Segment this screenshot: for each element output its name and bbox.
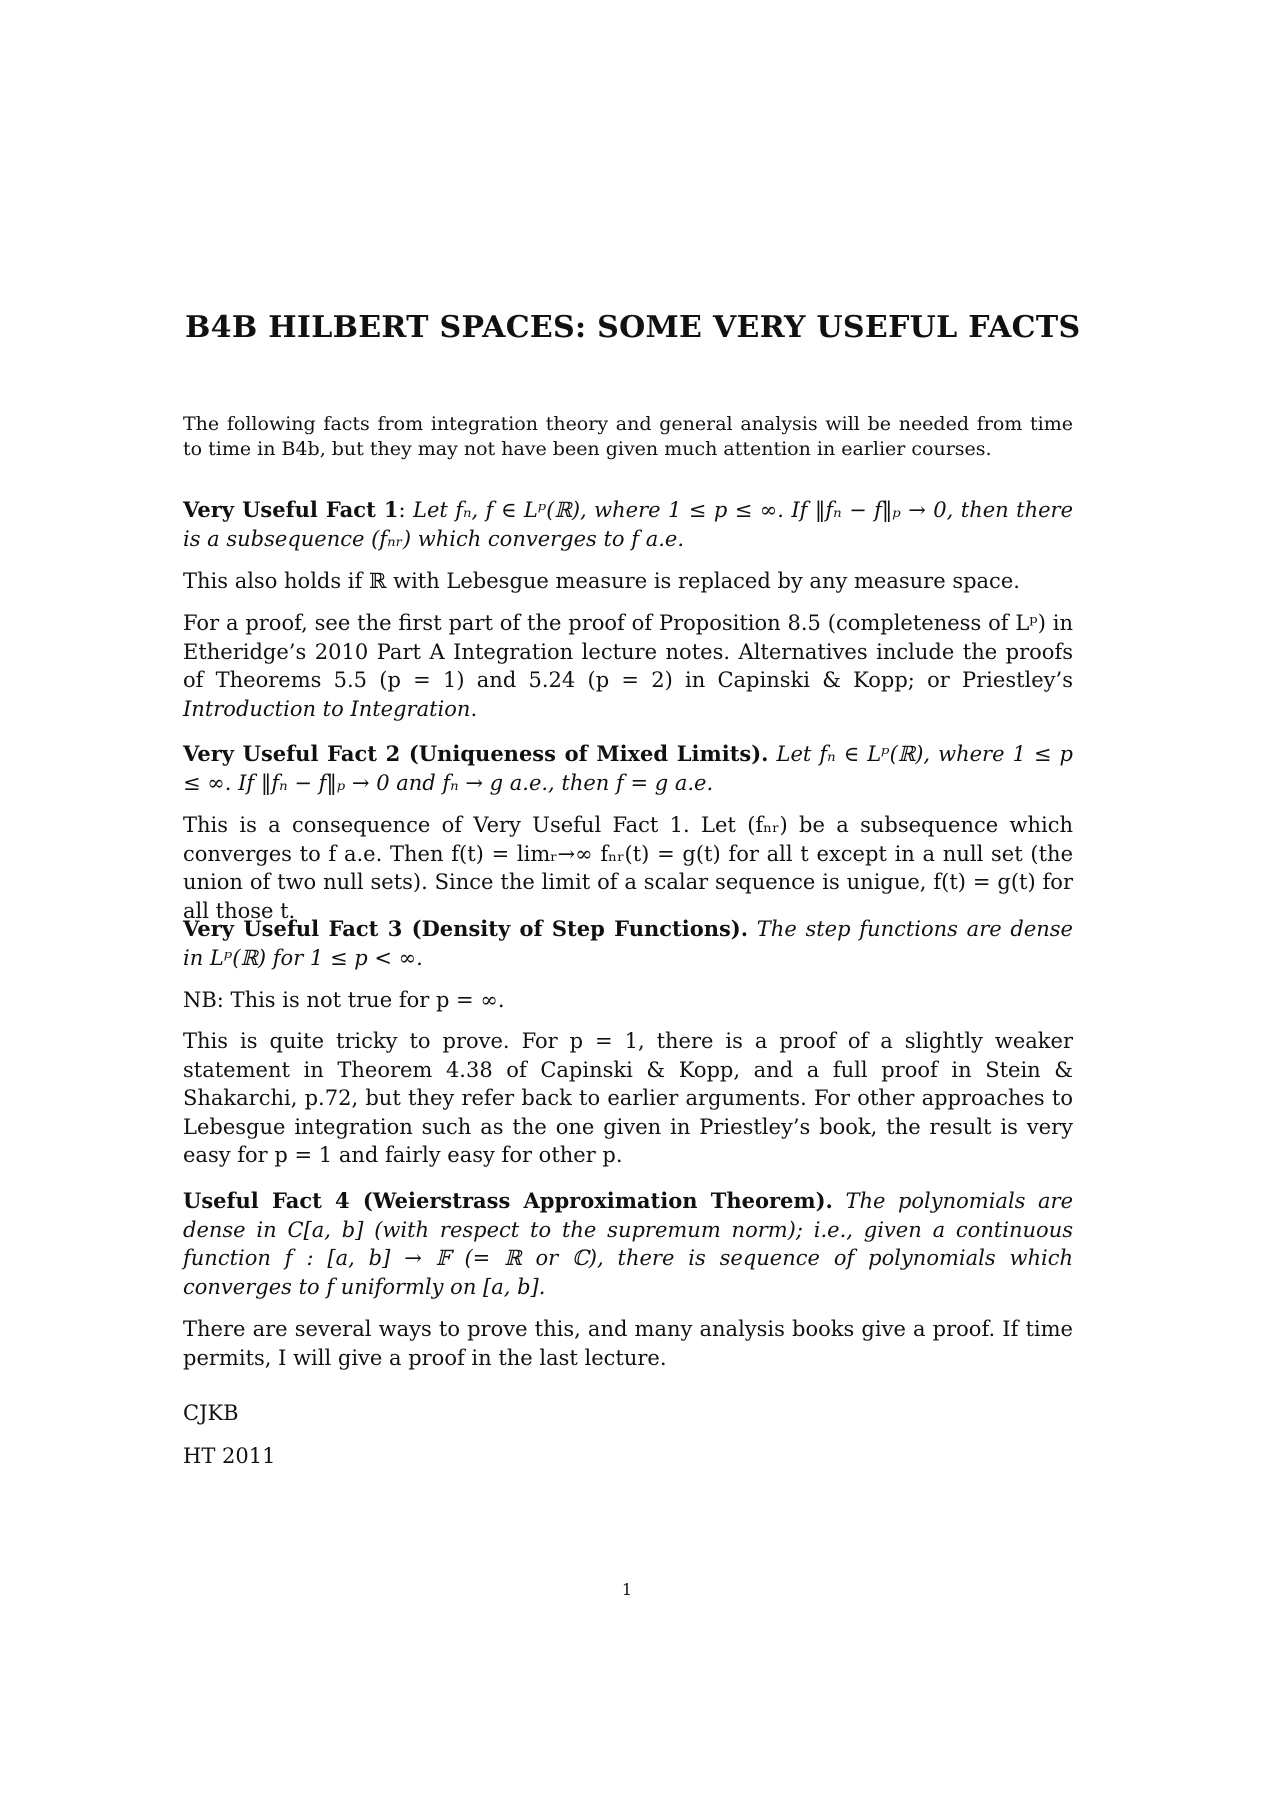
fact2-statement [183,740,1073,797]
fact4-proof: There are several ways to prove this, and many analysis books give a proof. If time permits, I will give a proof in the last lecture. [183,1317,1073,1370]
fact1-proof: For a proof, see the first part of the proof of Proposition 8.5 (completeness of Lᵖ) in Etheridge’s 2010 Part A Integration lecture notes. Alternatives include the proofs of Theorems 5.5 (p = 1) and 5.24 (p = 2) in Capinski & Kopp; or Priestley’s Introduction to Integration. [183,611,1073,721]
fact3-text: The step functions are dense in Lᵖ(ℝ) for 1 ≤ p < ∞. [183,917,1073,970]
fact1-proof-text: For a proof, see the first part of the proof of Proposition 8.5 (completeness of Lᵖ) in Etheridge’s 2010 Part A Integration lecture notes. Alternatives include the proofs of Theorems 5.5 (p = 1) and 5.24 (p = 2) in Capinski & Kopp; or Priestley’s [183,611,1073,692]
document-title: B4B HILBERT SPACES: SOME VERY USEFUL FACTS [185,310,1081,345]
fact1-statement: Very Useful Fact 1: Let fₙ, f ∈ Lᵖ(ℝ), where 1 ≤ p ≤ ∞. If ‖fₙ − f‖ₚ → 0, then there is a subsequence (fₙᵣ) which converges to f a.e. [183,497,1074,551]
fact4-label: Useful Fact 4 (Weierstrass Approximation Theorem). [183,1188,833,1213]
fact3-label: Very Useful Fact 3 (Density of Step Functions). [183,916,749,941]
term-date: HT 2011 [183,1444,276,1468]
fact2-text: Let fₙ ∈ Lᵖ(ℝ), where 1 ≤ p ≤ ∞. If ‖fₙ − f‖ₚ → 0 and fₙ → g a.e., then f = g a.e. [183,742,1073,795]
author-initials: CJKB [183,1401,239,1425]
intro-paragraph: The following facts from integration theory and general analysis will be needed from time to time in B4b, but they may not have been given much attention in earlier courses. [183,413,1073,460]
fact2-proof: This is a consequence of Very Useful Fact 1. Let (fₙᵣ) be a subsequence which converges to f a.e. Then f(t) = limᵣ→∞ fₙᵣ(t) = g(t) for all t except in a null set (the union of two null sets). Since the limit of a scalar sequence is unigue, f(t) = g(t) for all those t. [183,813,1073,923]
page-number: 1 [621,1580,633,1599]
fact4-text: The polynomials are dense in C[a, b] (with respect to the supremum norm); i.e., given a continuous function f : [a, b] → 𝔽 (= ℝ or ℂ), there is sequence of polynomials which converges to f uniformly on [a, b]. [183,1189,1073,1299]
fact1-proof-book: Introduction to Integration [183,696,471,721]
fact1-label: Very Useful Fact 1 [183,497,399,522]
fact3-proof: This is quite tricky to prove. For p = 1, there is a proof of a slightly weaker statement in Theorem 4.38 of Capinski & Kopp, and a full proof in Stein & Shakarchi, p.72, but they refer back to earlier arguments. For other approaches to Lebesgue integration such as the one given in Priestley’s book, the result is very easy for p = 1 and fairly easy for other p. [183,1029,1073,1167]
fact4-statement [183,1187,1073,1301]
fact3-nb: NB: This is not true for p = ∞. [183,988,505,1012]
fact3-statement [183,915,1073,972]
fact1-text: Let fₙ, f ∈ Lᵖ(ℝ), where 1 ≤ p ≤ ∞. If ‖fₙ − f‖ₚ → 0, then there is a subsequence (fₙᵣ) which converges to f a.e. [183,498,1074,551]
fact1-note: This also holds if ℝ with Lebesgue measure is replaced by any measure space. [183,569,1020,593]
fact2-label: Very Useful Fact 2 (Uniqueness of Mixed Limits). [183,741,769,766]
